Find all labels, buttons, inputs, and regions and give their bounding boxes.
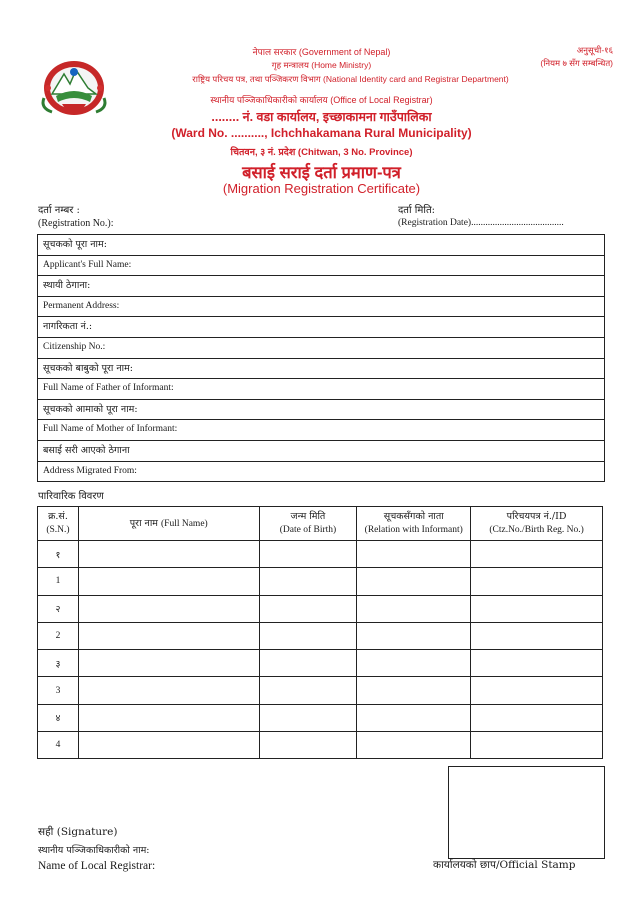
cell-id[interactable] [471,622,603,649]
row-sn: 2 [38,622,79,649]
header-department: राष्ट्रिय परिचय पत्र, तथा पञ्जिकरण विभाग (National Identity card and Registrar Department) [192,74,509,84]
registrar-name-en-label: Name of Local Registrar: [38,860,156,872]
certificate-title-np: बसाई सराई दर्ता प्रमाण-पत्र [242,164,401,182]
header-province: चितवन, ३ नं. प्रदेश (Chitwan, 3 No. Province) [230,147,413,158]
header-id-np: परिचयपत्र नं./ID [506,511,567,522]
table-row [38,650,603,677]
permanent-address-np-field[interactable]: स्थायी ठेगाना: [38,276,604,297]
header-ward-en: (Ward No. .........., Ichchhakamana Rural Municipality) [171,126,472,140]
cell-relation[interactable] [357,677,471,704]
table-row [38,568,603,595]
cell-dob[interactable] [259,650,357,677]
cell-id[interactable] [471,541,603,568]
cell-relation[interactable] [357,568,471,595]
cell-dob[interactable] [259,677,357,704]
cell-full-name[interactable] [78,704,259,731]
cell-full-name[interactable] [78,650,259,677]
registration-number-label [38,204,114,230]
cell-id[interactable] [471,595,603,622]
table-row [38,595,603,622]
cell-full-name[interactable] [78,677,259,704]
annex-label [540,44,613,70]
applicant-info-box [37,234,605,482]
header-ministry: गृह मन्त्रालय (Home Ministry) [271,60,372,70]
nepal-emblem-logo [38,58,110,118]
cell-id[interactable] [471,650,603,677]
cell-dob[interactable] [259,704,357,731]
table-row [38,541,603,568]
cell-dob[interactable] [259,568,357,595]
cell-dob[interactable] [259,732,357,759]
header-dob-en: (Date of Birth) [279,525,337,535]
father-name-np-field[interactable]: सूचकको बाबुको पूरा नाम: [38,359,604,380]
cell-relation[interactable] [357,595,471,622]
table-row [38,704,603,731]
applicant-name-np-field[interactable]: सूचकको पूरा नाम: [38,235,604,256]
row-sn: 3 [38,677,79,704]
header-relation [357,507,471,541]
signature-label: सही (Signature) [38,826,118,838]
father-name-en-field[interactable]: Full Name of Father of Informant: [38,379,604,400]
header-office: स्थानीय पञ्जिकाधिकारीको कार्यालय (Office of Local Registrar) [210,95,433,105]
header-id-en: (Ctz.No./Birth Reg. No.) [489,525,584,535]
annex-rule: (नियम ७ सँग सम्बन्धित) [540,58,613,68]
table-header-row [38,507,603,541]
cell-full-name[interactable] [78,568,259,595]
header-relation-np: सूचकसँगको नाता [383,511,444,522]
permanent-address-en-field[interactable]: Permanent Address: [38,297,604,318]
cell-full-name[interactable] [78,622,259,649]
cell-full-name[interactable] [78,595,259,622]
registration-date-label [398,204,564,230]
table-row [38,732,603,759]
row-sn: ३ [38,650,79,677]
applicant-name-en-field[interactable]: Applicant's Full Name: [38,256,604,277]
header-relation-en: (Relation with Informant) [364,525,463,535]
header-dob [259,507,357,541]
family-details-table [37,506,603,759]
cell-relation[interactable] [357,650,471,677]
official-stamp-label: कार्यालयको छाप/Official Stamp [433,859,576,871]
registrar-name-np-label: स्थानीय पञ्जिकाधिकारीको नाम: [38,845,150,856]
cell-relation[interactable] [357,622,471,649]
header-sn-np: क्र.सं. [48,511,68,522]
official-stamp-box [448,766,605,859]
row-sn: 1 [38,568,79,595]
registration-date-en: (Registration Date)....................................... [398,218,564,228]
row-sn: 4 [38,732,79,759]
header-sn-en: (S.N.) [46,525,70,535]
family-details-title: पारिवारिक विवरण [38,491,104,502]
migrated-from-en-field[interactable]: Address Migrated From: [43,465,137,476]
migrated-from-np-field[interactable]: बसाई सरी आएको ठेगाना [38,441,604,462]
cell-full-name[interactable] [78,732,259,759]
table-row [38,677,603,704]
header-sn [38,507,79,541]
registration-number-en: (Registration No.): [38,218,114,229]
cell-id[interactable] [471,704,603,731]
header-government: नेपाल सरकार (Government of Nepal) [252,47,391,57]
mother-name-en-field[interactable]: Full Name of Mother of Informant: [38,420,604,441]
table-row [38,622,603,649]
citizenship-no-en-field[interactable]: Citizenship No.: [38,338,604,359]
header-full-name [78,507,259,541]
cell-relation[interactable] [357,541,471,568]
cell-dob[interactable] [259,622,357,649]
header-full-name-en: (Full Name) [161,518,208,529]
registration-date-np: दर्ता मिति: [398,205,436,216]
cell-dob[interactable] [259,595,357,622]
header-id [471,507,603,541]
row-sn: ४ [38,704,79,731]
certificate-title-en: (Migration Registration Certificate) [222,181,421,196]
header-full-name-np: पूरा नाम [129,517,158,529]
row-sn: २ [38,595,79,622]
header-ward-np: ........ नं. वडा कार्यालय, इच्छाकामना गाउँपालिका [211,110,432,124]
registration-number-np: दर्ता नम्बर : [38,205,80,216]
annex-number: अनुसूची-१६ [576,45,613,55]
cell-relation[interactable] [357,732,471,759]
row-sn: १ [38,541,79,568]
citizenship-no-np-field[interactable]: नागरिकता नं.: [38,317,604,338]
cell-id[interactable] [471,568,603,595]
cell-id[interactable] [471,677,603,704]
mother-name-np-field[interactable]: सूचकको आमाको पूरा नाम: [38,400,604,421]
header-dob-np: जन्म मिति [290,511,326,522]
cell-dob[interactable] [259,541,357,568]
cell-id[interactable] [471,732,603,759]
cell-full-name[interactable] [78,541,259,568]
cell-relation[interactable] [357,704,471,731]
